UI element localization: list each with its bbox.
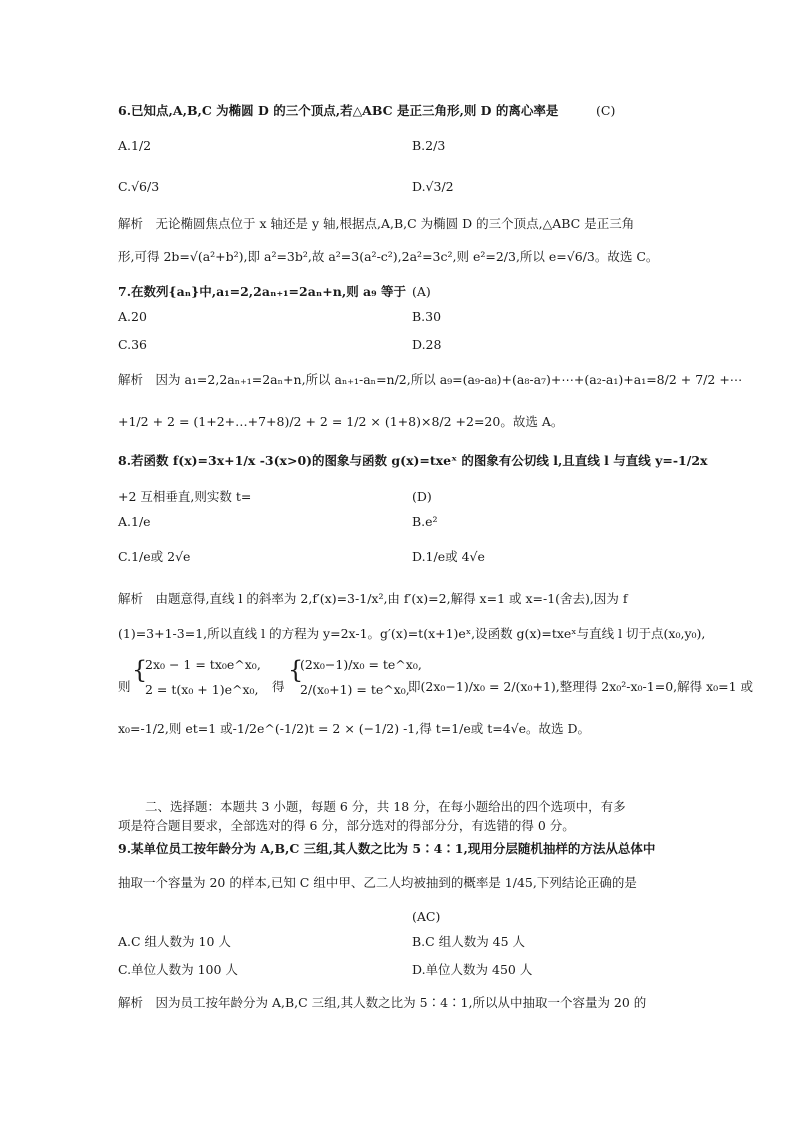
q9-solution-line1: 解析 因为员工按年龄分为 A,B,C 三组,其人数之比为 5∶4∶1,所以从中抽取一个容量为 20 的 [118,995,647,1010]
q7-option-b: B.30 [412,309,442,324]
q6-stem: 6.已知点,A,B,C 为椭圆 D 的三个顶点,若△ABC 是正三角形,则 D 的离心率是 [118,103,559,118]
q9-stem-line2: 抽取一个容量为 20 的样本,已知 C 组中甲、乙二人均被抽到的概率是 1/45,下列结论正确的是 [118,875,637,890]
q9-stem-line1: 9.某单位员工按年龄分为 A,B,C 三组,其人数之比为 5∶4∶1,现用分层随机抽样的方法从总体中 [118,841,656,856]
q9-option-b: B.C 组人数为 45 人 [412,934,526,949]
q8-option-d: D.1/e或 4√e [412,549,485,564]
q9-option-a: A.C 组人数为 10 人 [118,934,231,949]
q8-de: 得 [272,679,285,694]
q8-system-eq4: 2/(x₀+1) = te^x₀, [300,682,410,697]
q8-solution-line1: 解析 由题意得,直线 l 的斜率为 2,f′(x)=3-1/x²,由 f′(x)=2,解得 x=1 或 x=-1(舍去),因为 f [118,591,628,606]
q6-solution-line1: 解析 无论椭圆焦点位于 x 轴还是 y 轴,根据点,A,B,C 为椭圆 D 的三个顶点,△ABC 是正三角 [118,216,635,231]
section2-line2: 项是符合题目要求，全部选对的得 6 分，部分选对的得部分分，有选错的得 0 分。 [118,818,575,833]
q8-then: 则 [118,679,131,694]
q7-option-d: D.28 [412,337,442,352]
q7-solution-line2: +1/2 + 2 = (1+2+…+7+8)/2 + 2 = 1/2 × (1+8)×8/2 +2=20。故选 A。 [118,414,564,429]
q6-solution-line2: 形,可得 2b=√(a²+b²),即 a²=3b²,故 a²=3(a²-c²),2a²=3c²,则 e²=2/3,所以 e=√6/3。故选 C。 [118,249,659,264]
section2-line1: 二、选择题：本题共 3 小题，每题 6 分，共 18 分，在每小题给出的四个选项中，有多 [145,799,626,814]
q8-stem-line2: +2 互相垂直,则实数 t= [118,489,252,504]
q8-ji-line: 即(2x₀−1)/x₀ = 2/(x₀+1),整理得 2x₀²-x₀-1=0,解得 x₀=1 或 [408,679,754,694]
q7-option-a: A.20 [118,309,147,324]
q6-option-d: D.√3/2 [412,179,454,194]
q8-option-c: C.1/e或 2√e [118,549,191,564]
q8-system-eq3: (2x₀−1)/x₀ = te^x₀, [300,657,422,672]
q6-option-b: B.2/3 [412,138,446,153]
q8-solution-line3: x₀=-1/2,则 et=1 或-1/2e^(-1/2)t = 2 × (−1/2) -1,得 t=1/e或 t=4√e。故选 D。 [118,721,591,736]
q8-answer: (D) [412,489,432,504]
q8-brace-left: { [132,656,148,684]
q7-stem: 7.在数列{aₙ}中,a₁=2,2aₙ₊₁=2aₙ+n,则 a₉ 等于 [118,284,406,299]
q9-option-d: D.单位人数为 450 人 [412,962,533,977]
q9-option-c: C.单位人数为 100 人 [118,962,238,977]
q8-system-eq1: 2x₀ − 1 = tx₀e^x₀, [145,657,261,672]
q6-option-c: C.√6/3 [118,179,160,194]
q8-option-a: A.1/e [118,514,151,529]
q6-answer: (C) [596,103,616,118]
q7-solution-line1: 解析 因为 a₁=2,2aₙ₊₁=2aₙ+n,所以 aₙ₊₁-aₙ=n/2,所以 a₉=(a₉-a₈)+(a₈-a₇)+⋯+(a₂-a₁)+a₁=8/2 + 7/2 +⋯ [118,372,743,387]
q7-option-c: C.36 [118,337,147,352]
q8-solution-line2: (1)=3+1-3=1,所以直线 l 的方程为 y=2x-1。g′(x)=t(x+1)eˣ,设函数 g(x)=txeˣ与直线 l 切于点(x₀,y₀), [118,626,706,641]
q8-brace-right: { [288,656,304,684]
q8-system-eq2: 2 = t(x₀ + 1)e^x₀, [145,682,259,697]
q9-answer: (AC) [412,909,441,924]
q8-stem-line1: 8.若函数 f(x)=3x+1/x -3(x>0)的图象与函数 g(x)=txeˣ 的图象有公切线 l,且直线 l 与直线 y=-1/2x [118,453,708,468]
q8-option-b: B.e² [412,514,438,529]
q6-option-a: A.1/2 [118,138,152,153]
q7-answer: (A) [412,284,431,299]
